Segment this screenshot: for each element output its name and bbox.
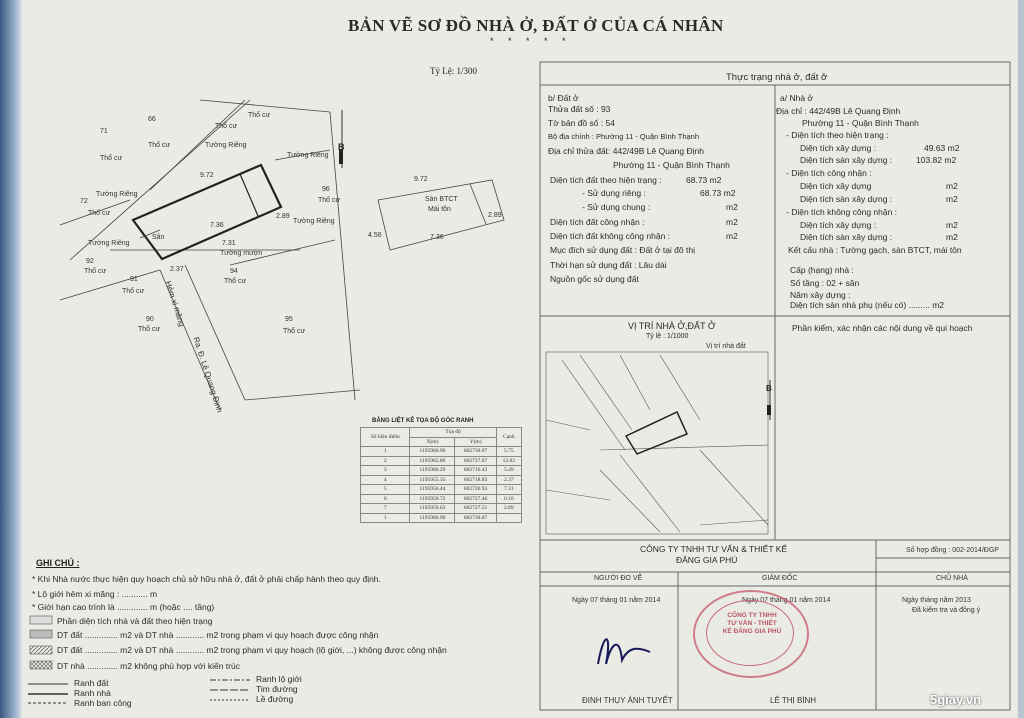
land-value: 68.73 m2 bbox=[686, 175, 722, 185]
legend-line-label: Ranh lộ giới bbox=[256, 674, 302, 684]
land-field: - Sử dụng chung : bbox=[582, 202, 651, 212]
legend-item: DT đất .............. m2 và DT nhà ............ m2 trong phạm vi quy hoạch được công nhận bbox=[57, 630, 379, 640]
land-value: m2 bbox=[726, 231, 738, 241]
dimension: 7.31 bbox=[222, 240, 236, 247]
house-field: Cấp (hạng) nhà : bbox=[790, 265, 854, 275]
coord-cell: 1195955.35 bbox=[410, 475, 455, 485]
house-section-title: a/ Nhà ở bbox=[780, 93, 813, 103]
location-pointer-label: Vị trí nhà đất bbox=[706, 343, 746, 350]
house-value: m2 bbox=[946, 232, 958, 242]
house-field: - Diện tích không công nhận : bbox=[786, 207, 898, 217]
coord-table-body bbox=[361, 447, 522, 523]
coord-cell: 1195959.72 bbox=[410, 494, 455, 504]
director-date: Ngày 07 tháng 01 năm 2014 bbox=[742, 597, 831, 604]
scale-label: Tỷ Lệ: 1/300 bbox=[430, 66, 477, 76]
coord-row bbox=[361, 504, 522, 514]
land-use-label: Thổ cư bbox=[122, 288, 145, 295]
wall-label: Tường Riêng bbox=[293, 218, 335, 225]
coord-cell: 0.10 bbox=[496, 494, 521, 504]
house-field: Diện tích sàn xây dựng : bbox=[800, 155, 893, 165]
lot-number: 90 bbox=[146, 316, 154, 323]
coord-cell: 1195956.44 bbox=[410, 485, 455, 495]
lot-number: 95 bbox=[285, 316, 293, 323]
house-field: Phường 11 - Quận Bình Thạnh bbox=[802, 118, 919, 128]
contract-number: Số hợp đồng : 002-2014/ĐGP bbox=[906, 547, 999, 554]
planning-review-label: Phần kiểm, xác nhận các nội dung về qui hoạch bbox=[792, 323, 973, 333]
house-value: 103.82 m2 bbox=[916, 155, 957, 165]
legend-item: DT nhà ............. m2 không phù hợp với kiến trúc bbox=[57, 661, 240, 671]
surveyor-heading: NGƯỜI ĐO VẼ bbox=[594, 575, 643, 582]
floor-dimension: 4.56 bbox=[368, 232, 382, 239]
director-signature-name: LÊ THỊ BÌNH bbox=[770, 696, 817, 705]
lot-number: 92 bbox=[86, 258, 94, 265]
coord-cell: 602716.43 bbox=[455, 466, 496, 476]
location-north-label: B bbox=[766, 384, 772, 393]
coord-cell: 7 bbox=[361, 504, 410, 514]
land-value: 68.73 m2 bbox=[700, 188, 736, 198]
coord-cell: 7.31 bbox=[496, 485, 521, 495]
land-use-label: Thổ cư bbox=[138, 326, 161, 333]
dimension: 7.36 bbox=[210, 222, 224, 229]
house-value: m2 bbox=[946, 220, 958, 230]
wall-label: Tường Riêng bbox=[96, 191, 138, 198]
land-use-label: Thổ cư bbox=[100, 155, 123, 162]
coord-row bbox=[361, 485, 522, 495]
owner-date: Ngày tháng năm 2013 bbox=[902, 597, 971, 604]
house-field: Diện tích xây dựng : bbox=[800, 143, 877, 153]
land-field: Bộ địa chính : Phường 11 - Quận Bình Thạnh bbox=[548, 132, 700, 141]
legend-line-label: Ranh đất bbox=[74, 678, 109, 688]
house-field: Số tầng : 02 + sân bbox=[790, 278, 860, 288]
lot-number: 94 bbox=[230, 268, 238, 275]
coord-cell: 3 bbox=[361, 466, 410, 476]
owner-approval: Đã kiểm tra và đồng ý bbox=[912, 607, 981, 614]
land-use-label: Thổ cư bbox=[248, 112, 271, 119]
land-use-label: Thổ cư bbox=[215, 123, 238, 130]
title-underline-dots: * * * * * bbox=[490, 36, 572, 46]
coord-cell: 4 bbox=[361, 475, 410, 485]
owner-heading: CHỦ NHÀ bbox=[936, 575, 968, 582]
legend-line-label: Ranh ban công bbox=[74, 698, 132, 708]
company-name-2: ĐĂNG GIA PHÚ bbox=[676, 555, 738, 565]
land-field: Nguồn gốc sử dụng đất bbox=[550, 274, 639, 284]
legend-note: * Giới hạn cao trình là ............. m (hoặc .... tầng) bbox=[32, 602, 215, 612]
land-field: Thửa đất số : 93 bbox=[548, 104, 611, 114]
north-label: B bbox=[338, 142, 345, 152]
coord-cell: 602727.07 bbox=[455, 456, 496, 466]
house-value: m2 bbox=[946, 194, 958, 204]
legend-title: GHI CHÚ : bbox=[36, 558, 80, 568]
col-header: Y(m) bbox=[455, 437, 496, 447]
legend-note: * Khi Nhà nước thực hiện quy hoạch chủ sở hữu nhà ở, đất ở phải chấp hành theo quy định. bbox=[32, 574, 381, 584]
col-header: Số hiệu điểm bbox=[361, 428, 410, 447]
coord-cell: 1195960.90 bbox=[410, 447, 455, 457]
status-header: Thực trạng nhà ở, đất ở bbox=[726, 72, 828, 83]
land-use-label: Thổ cư bbox=[88, 210, 111, 217]
floor-dimension: 7.36 bbox=[430, 234, 444, 241]
coord-cell: 1 bbox=[361, 513, 410, 523]
land-field: - Sử dụng riêng : bbox=[582, 188, 646, 198]
coord-cell: 5.49 bbox=[496, 466, 521, 476]
coord-cell: 1195960.90 bbox=[410, 513, 455, 523]
house-field: Địa chỉ : 442/49B Lê Quang Định bbox=[776, 106, 901, 116]
floor-plan-label: Sàn BTCT bbox=[425, 196, 458, 203]
land-value: m2 bbox=[726, 202, 738, 212]
coord-cell: 2.37 bbox=[496, 475, 521, 485]
land-field: Địa chỉ thửa đất: 442/49B Lê Quang Định bbox=[548, 146, 704, 156]
wall-label: Tường Riêng bbox=[205, 142, 247, 149]
lot-number: 96 bbox=[322, 186, 330, 193]
coord-table bbox=[360, 427, 522, 523]
legend-item: Phần diện tích nhà và đất theo hiện trạng bbox=[57, 616, 213, 626]
coord-cell: 2.89 bbox=[496, 504, 521, 514]
land-use-label: Thổ cư bbox=[283, 328, 306, 335]
lot-number: 72 bbox=[80, 198, 88, 205]
yard-label: Sân bbox=[152, 234, 165, 241]
coord-cell: 602727.51 bbox=[455, 504, 496, 514]
coord-cell: 602730.07 bbox=[455, 513, 496, 523]
house-value: 49.63 m2 bbox=[924, 143, 960, 153]
wall-label: Tường Riêng bbox=[287, 152, 329, 159]
land-field: Thời hạn sử dụng đất : Lâu dài bbox=[550, 260, 667, 270]
coord-row bbox=[361, 466, 522, 476]
coord-cell: 602718.83 bbox=[455, 475, 496, 485]
legend-line-label: Tim đường bbox=[256, 684, 298, 694]
land-field: Diện tích đất theo hiện trạng : bbox=[550, 175, 662, 185]
coord-row bbox=[361, 494, 522, 504]
land-value: m2 bbox=[726, 217, 738, 227]
col-header: X(m) bbox=[410, 437, 455, 447]
coord-cell: 5.75 bbox=[496, 447, 521, 457]
col-header: Cạnh bbox=[496, 428, 521, 447]
house-field: Diện tích xây dựng bbox=[800, 181, 872, 191]
coord-row bbox=[361, 447, 522, 457]
coord-row bbox=[361, 456, 522, 466]
house-field: Diện tích sàn nhà phụ (nếu có) ......... m2 bbox=[790, 300, 945, 310]
house-value: m2 bbox=[946, 181, 958, 191]
wall-label: Tường Riêng bbox=[88, 240, 130, 247]
lot-number: 66 bbox=[148, 116, 156, 123]
col-header: Tọa độ bbox=[410, 428, 496, 438]
house-field: Kết cấu nhà : Tường gạch, sàn BTCT, mái tôn bbox=[788, 245, 962, 255]
land-use-label: Thổ cư bbox=[318, 197, 341, 204]
land-section-title: b/ Đất ở bbox=[548, 93, 579, 103]
coord-cell: 1 bbox=[361, 447, 410, 457]
legend-note: * Lộ giới hẻm xi măng : ........... m bbox=[32, 589, 158, 599]
coord-row bbox=[361, 513, 522, 523]
land-field: Mục đích sử dụng đất : Đất ở tại đô thị bbox=[550, 245, 695, 255]
land-field: Diện tích đất không công nhận : bbox=[550, 231, 671, 241]
legend-line-label: Ranh nhà bbox=[74, 688, 111, 698]
coord-row bbox=[361, 475, 522, 485]
house-field: - Diện tích công nhận : bbox=[786, 168, 872, 178]
coord-cell: 1195965.80 bbox=[410, 456, 455, 466]
coord-cell: 1195960.29 bbox=[410, 466, 455, 476]
surveyor-date: Ngày 07 tháng 01 năm 2014 bbox=[572, 597, 661, 604]
dimension: 2.89 bbox=[276, 213, 290, 220]
coord-cell: 2 bbox=[361, 456, 410, 466]
floor-dimension: 2.89 bbox=[488, 212, 502, 219]
road-label: Ra. Đ. Lê Quang Định bbox=[191, 336, 225, 414]
coord-cell: 602720.93 bbox=[455, 485, 496, 495]
house-field: Diện tích sàn xây dựng : bbox=[800, 232, 893, 242]
land-use-label: Thổ cư bbox=[224, 278, 247, 285]
location-title: VỊ TRÍ NHÀ Ở,ĐẤT Ở bbox=[628, 321, 716, 331]
document-title: BẢN VẼ SƠ ĐỒ NHÀ Ở, ĐẤT Ở CỦA CÁ NHÂN bbox=[348, 16, 724, 35]
land-field: Tờ bản đồ số : 54 bbox=[548, 118, 616, 128]
wall-label: Tường mượn bbox=[220, 250, 263, 257]
coord-table-title: BẢNG LIỆT KÊ TỌA ĐỘ GÓC RANH bbox=[372, 418, 474, 424]
lot-number: 91 bbox=[130, 276, 138, 283]
house-field: - Diện tích theo hiện trạng : bbox=[786, 130, 889, 140]
land-field: Phường 11 - Quận Bình Thạnh bbox=[613, 160, 730, 170]
coord-cell: 12.02 bbox=[496, 456, 521, 466]
company-name: CÔNG TY TNHH TƯ VẤN & THIẾT KẾ bbox=[640, 544, 788, 554]
land-use-label: Thổ cư bbox=[148, 142, 171, 149]
location-scale: Tỷ lệ : 1/1000 bbox=[646, 333, 689, 340]
surveyor-signature-name: ĐINH THỤY ÁNH TUYẾT bbox=[582, 696, 673, 705]
watermark: 5giay.vn bbox=[930, 692, 982, 707]
dimension: 2.37 bbox=[170, 266, 184, 273]
coord-cell bbox=[496, 513, 521, 523]
coord-cell: 1195959.63 bbox=[410, 504, 455, 514]
legend-line-label: Lề đường bbox=[256, 694, 294, 704]
lot-number: 71 bbox=[100, 128, 108, 135]
land-field: Diện tích đất công nhận : bbox=[550, 217, 645, 227]
coord-cell: 602730.07 bbox=[455, 447, 496, 457]
house-field: Diện tích xây dựng : bbox=[800, 220, 877, 230]
coord-cell: 6 bbox=[361, 494, 410, 504]
coord-cell: 602727.46 bbox=[455, 494, 496, 504]
alley-label: Hẻm xi măng bbox=[163, 280, 187, 328]
legend-item: DT đất .............. m2 và DT nhà ............ m2 trong phạm vi quy hoạch (lộ giới, ...) không được công nhận bbox=[57, 645, 447, 655]
dimension: 9.72 bbox=[200, 172, 214, 179]
house-field: Diện tích sàn xây dựng : bbox=[800, 194, 893, 204]
house-field: Năm xây dựng : bbox=[790, 290, 851, 300]
land-use-label: Thổ cư bbox=[84, 268, 107, 275]
seal-text: CÔNG TY TNHH TƯ VẤN - THIẾT KẾ ĐĂNG GIA PHÚ bbox=[722, 612, 782, 635]
coord-cell: 5 bbox=[361, 485, 410, 495]
floor-dimension: 9.72 bbox=[414, 176, 428, 183]
director-heading: GIÁM ĐỐC bbox=[762, 575, 798, 582]
floor-plan-label: Mái tôn bbox=[428, 206, 451, 213]
